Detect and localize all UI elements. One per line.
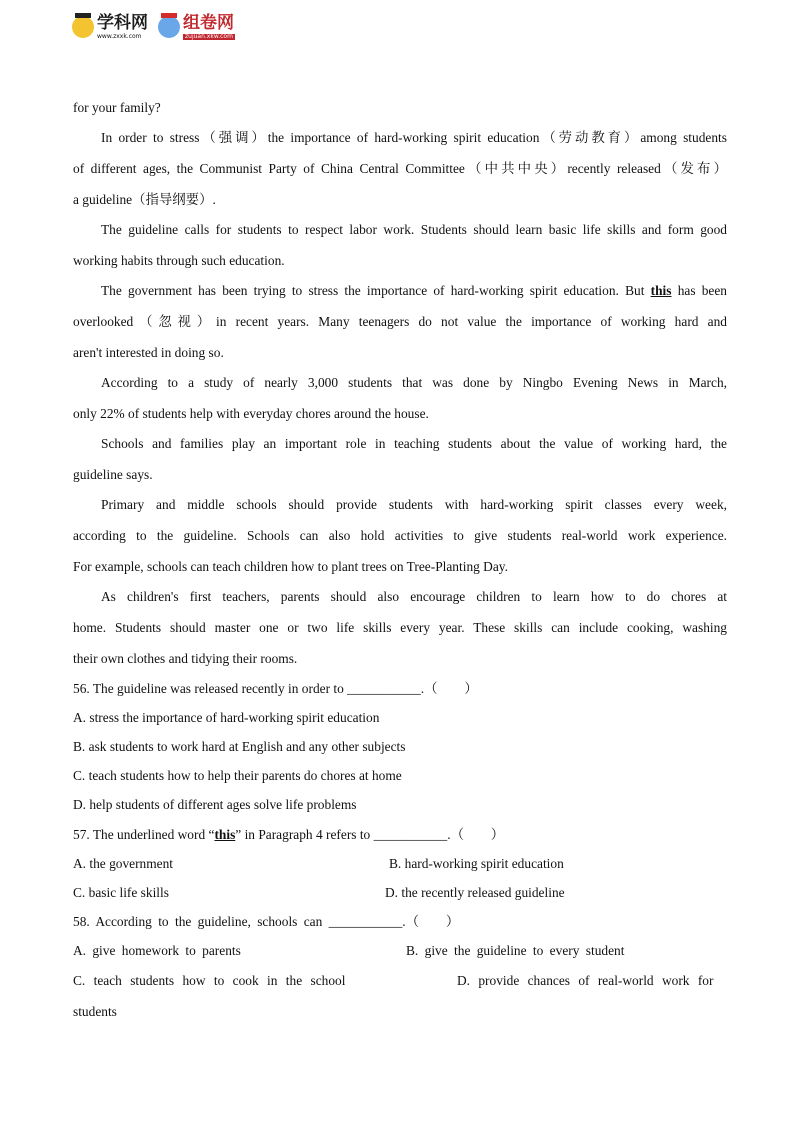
q56-option-c: C. teach students how to help their parents do chores at home [73, 768, 402, 783]
passage-line: For example, schools can teach children how to plant trees on Tree-Planting Day. [73, 559, 508, 574]
passage-line: only 22% of students help with everyday chores around the house. [73, 406, 429, 421]
q56-option-a: A. stress the importance of hard-working spirit education [73, 710, 380, 725]
passage-line: their own clothes and tidying their rooms. [73, 651, 298, 666]
question-57-stem [73, 825, 504, 845]
passage-text: has been [677, 283, 728, 298]
q58-option-a: A. give homework to parents [73, 943, 241, 958]
q58-option-d: D. provide chances of real-world work for [457, 973, 714, 988]
underlined-word-this: this [214, 827, 236, 842]
passage-line [101, 281, 727, 301]
header-logos [72, 10, 235, 44]
passage-line: working habits through such education. [73, 253, 285, 268]
zujuan-logo [158, 12, 235, 40]
passage-line: As children's first teachers, parents should also encourage children to learn how to do chores at [101, 589, 727, 604]
q56-option-d: D. help students of different ages solve life problems [73, 797, 357, 812]
zxxk-logo [72, 12, 148, 40]
q56-option-b: B. ask students to work hard at English and any other subjects [73, 739, 406, 754]
zxxk-logo-url: www.zxxk.com [97, 32, 142, 40]
passage-line: In order to stress（强调）the importance of hard-working spirit education（劳动教育）among students [101, 130, 727, 145]
passage-line: home. Students should master one or two life skills every year. These skills can include cooking, washing [73, 620, 727, 635]
q57-option-d: D. the recently released guideline [385, 885, 565, 900]
q58-option-c: C. teach students how to cook in the school [73, 973, 346, 988]
passage-line: The guideline calls for students to respect labor work. Students should learn basic life skills and form good [101, 222, 727, 237]
q57-option-b: B. hard-working spirit education [389, 856, 564, 871]
passage-line: of different ages, the Communist Party of China Central Committee（中共中央）recently released（发布） [73, 161, 727, 176]
q58-option-b: B. give the guideline to every student [406, 943, 625, 958]
mascot-icon [72, 16, 94, 38]
zxxk-logo-name: 学科网 [97, 12, 148, 33]
question-56-stem: 56. The guideline was released recently in order to ___________.（ ） [73, 681, 478, 696]
passage-line: overlooked（忽视）in recent years. Many teenagers do not value the importance of working hard and [73, 314, 727, 329]
mascot-icon [158, 16, 180, 38]
question-58-stem: 58. According to the guideline, schools can ___________.（ ） [73, 914, 460, 929]
passage-line: according to the guideline. Schools can also hold activities to give students real-world work experience. [73, 528, 727, 543]
zujuan-logo-url: zujuan.xkw.com [185, 32, 233, 40]
q57-option-a: A. the government [73, 856, 174, 871]
passage-line: for your family? [73, 100, 161, 115]
passage-text: The government has been trying to stress the importance of hard-working spirit education. But [101, 283, 645, 298]
passage-line: aren't interested in doing so. [73, 345, 224, 360]
question-text: ” in Paragraph 4 refers to ___________.（ ） [235, 827, 505, 842]
passage-line: Primary and middle schools should provide students with hard-working spirit classes every week, [101, 497, 727, 512]
zujuan-logo-name: 组卷网 [183, 12, 234, 33]
q58-option-d-cont: students [73, 1004, 117, 1019]
question-text: 57. The underlined word “ [73, 827, 215, 842]
passage-line: a guideline（指导纲要）. [73, 192, 216, 207]
underlined-word-this: this [650, 283, 672, 298]
passage-line: guideline says. [73, 467, 153, 482]
passage-line: According to a study of nearly 3,000 students that was done by Ningbo Evening News in March, [101, 375, 727, 390]
passage-line: Schools and families play an important role in teaching students about the value of working hard, the [101, 436, 727, 451]
q57-option-c: C. basic life skills [73, 885, 169, 900]
